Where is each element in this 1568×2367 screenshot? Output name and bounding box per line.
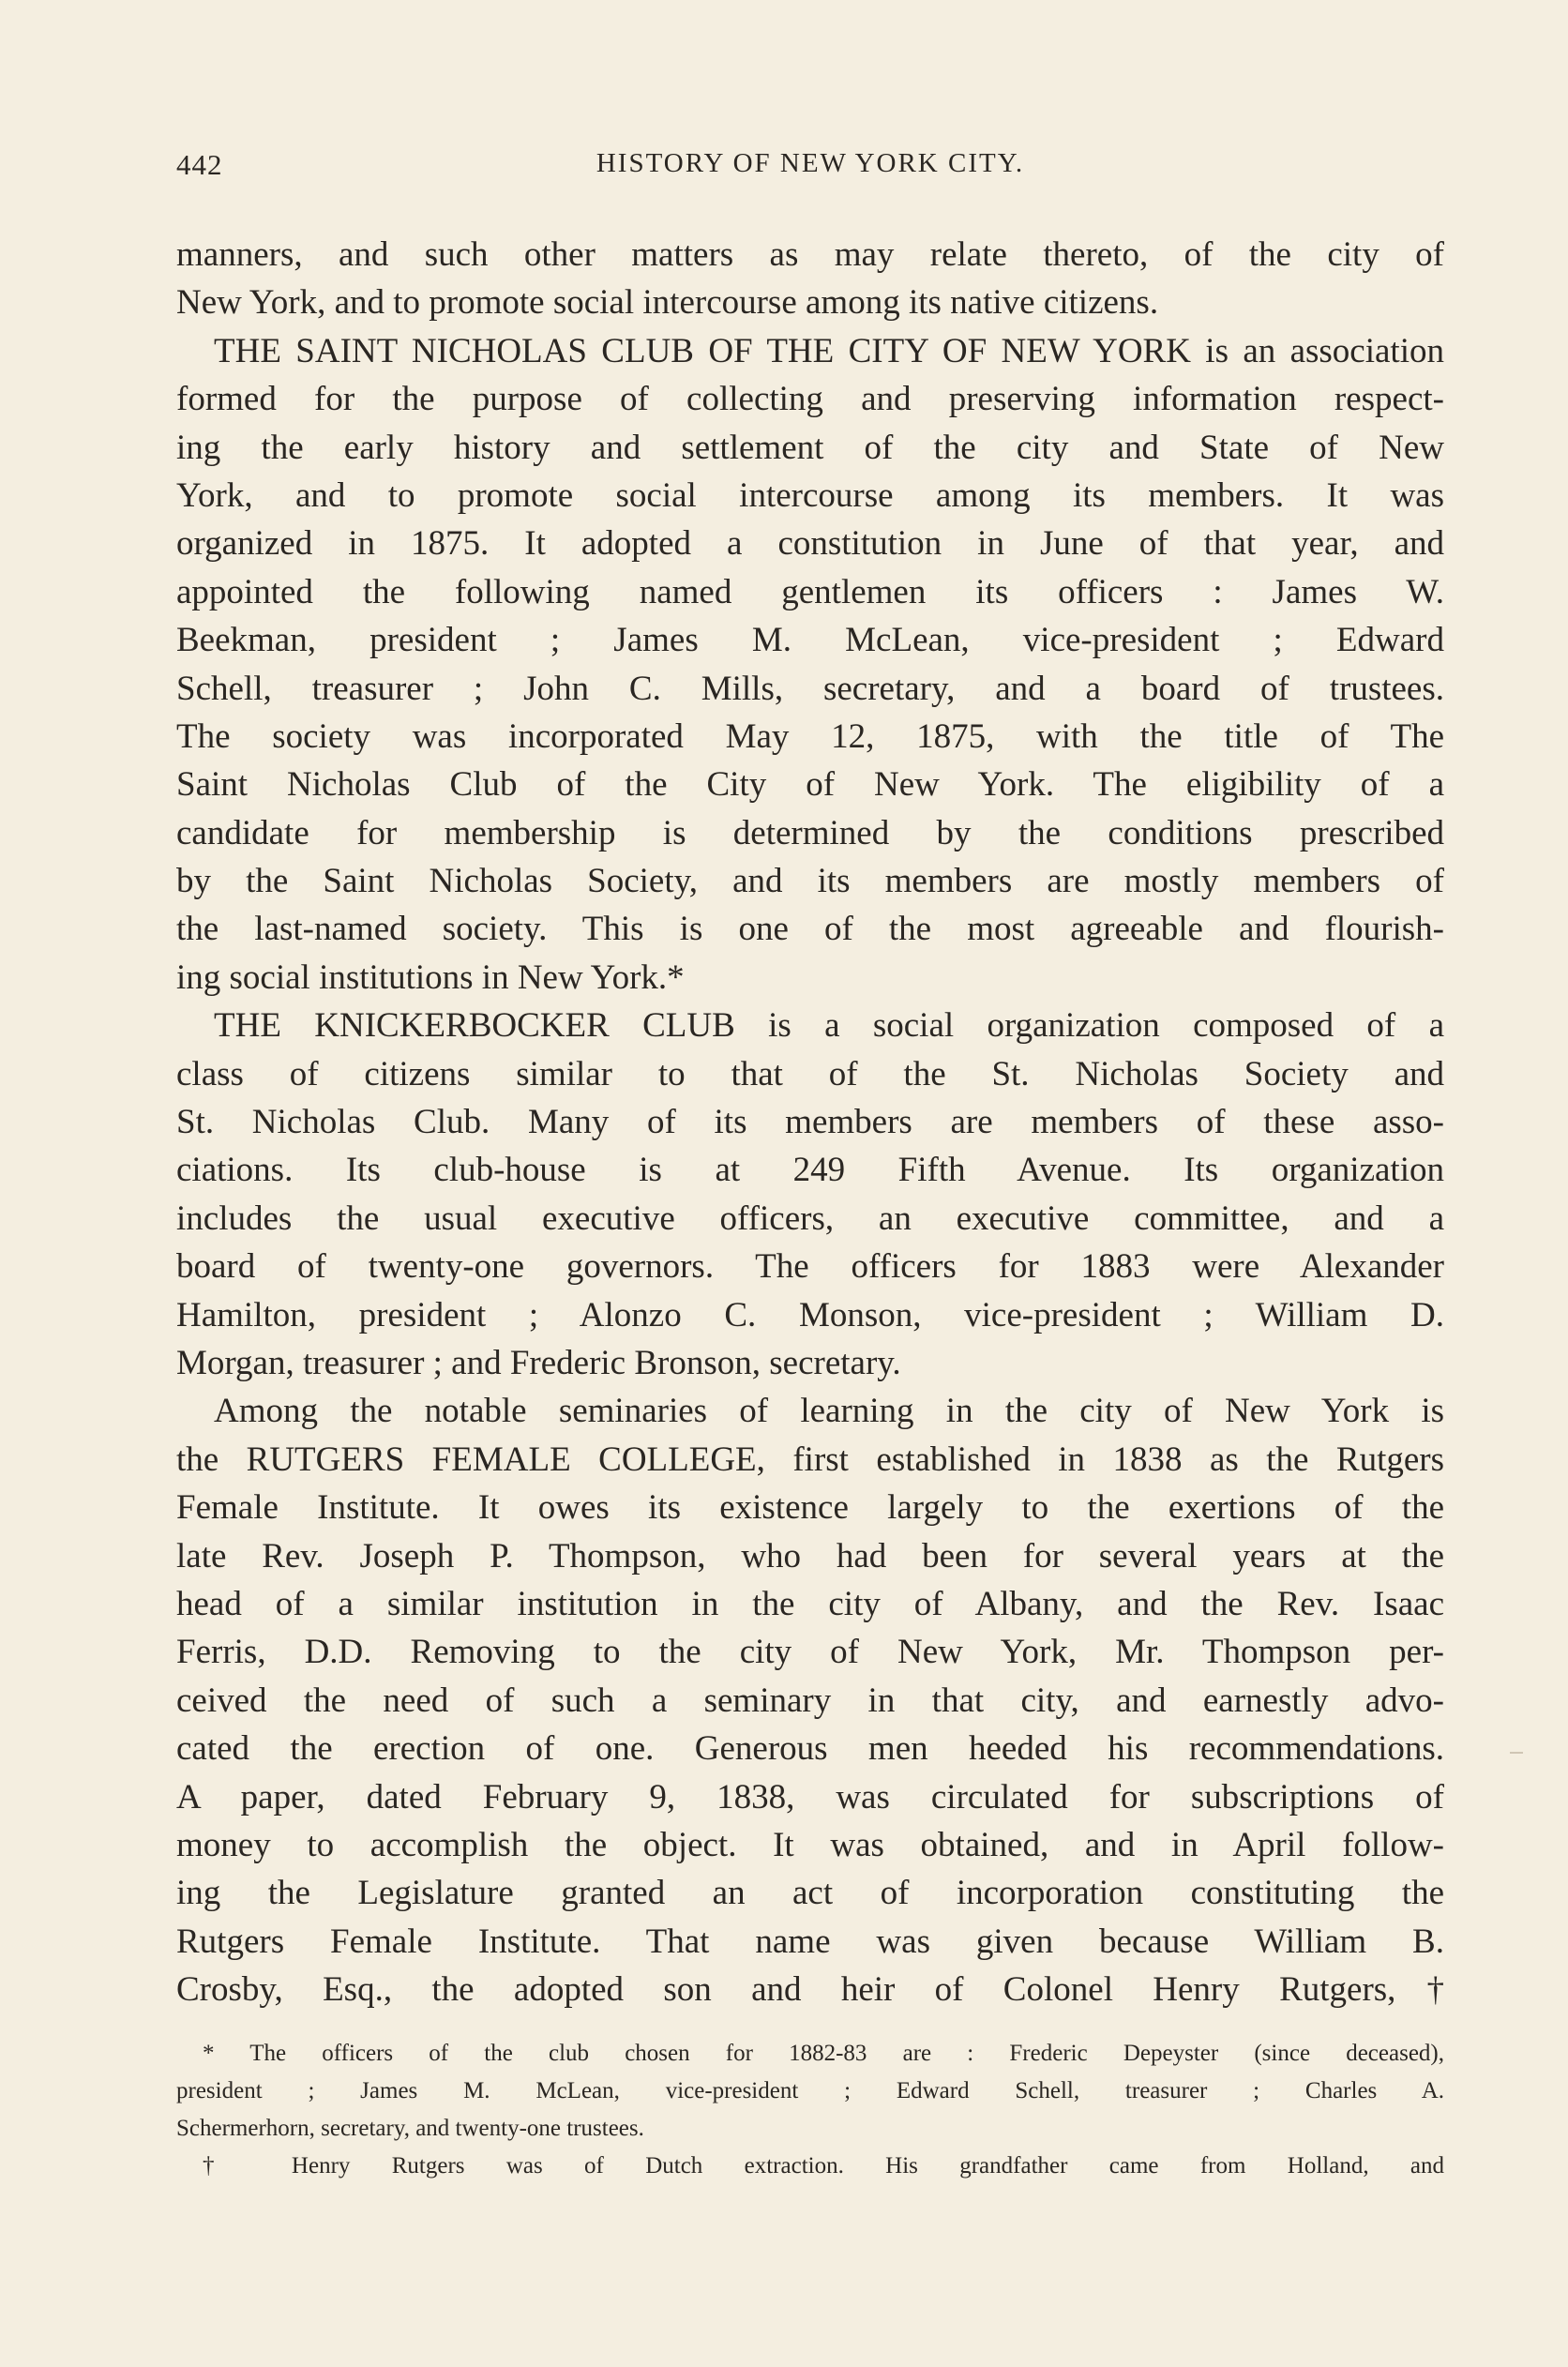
footnotes — [176, 2035, 1444, 2185]
body-line: the last-named society. This is one of the most agreeable and flourish- — [176, 910, 1444, 949]
body-line: Beekman, president ; James M. McLean, vice-president ; Edward — [176, 621, 1444, 660]
body-line: formed for the purpose of collecting and preserving information respect- — [176, 380, 1444, 419]
body-line: Female Institute. It owes its existence largely to the exertions of the — [176, 1488, 1444, 1528]
body-line: class of citizens similar to that of the St. Nicholas Society and — [176, 1054, 1444, 1093]
body-line: by the Saint Nicholas Society, and its members are mostly members of — [176, 862, 1444, 901]
body-line: ing social institutions in New York.* — [176, 957, 685, 997]
body-line: manners, and such other matters as may relate thereto, of the city of — [176, 235, 1444, 274]
body-line: Crosby, Esq., the adopted son and heir of Colonel Henry Rutgers,† — [176, 1970, 1444, 2010]
body-line: includes the usual executive officers, an executive committee, and a — [176, 1199, 1444, 1238]
body-line: A paper, dated February 9, 1838, was circulated for subscriptions of — [176, 1777, 1444, 1817]
body-text — [176, 231, 1444, 2013]
footnote-line: president ; James M. McLean, vice-president ; Edward Schell, treasurer ; Charles A. — [176, 2078, 1444, 2103]
body-line: candidate for membership is determined by the conditions prescribed — [176, 813, 1444, 852]
body-line: cated the erection of one. Generous men heeded his recommendations. — [176, 1729, 1444, 1769]
page-number: 442 — [176, 148, 223, 181]
page-header — [176, 148, 1444, 193]
body-line: money to accomplish the object. It was obtained, and in April follow- — [176, 1825, 1444, 1864]
body-line: Among the notable seminaries of learning in the city of New York is — [214, 1392, 1444, 1431]
body-line: organized in 1875. It adopted a constitution in June of that year, and — [176, 524, 1444, 564]
body-line: St. Nicholas Club. Many of its members are members of these asso- — [176, 1103, 1444, 1142]
body-line: New York, and to promote social intercourse among its native citizens. — [176, 283, 1159, 323]
body-line: Rutgers Female Institute. That name was given because William B. — [176, 1922, 1444, 1961]
body-line: Hamilton, president ; Alonzo C. Monson, vice-president ; William D. — [176, 1295, 1444, 1334]
running-title: HISTORY OF NEW YORK CITY. — [596, 148, 1025, 178]
margin-mark — [1510, 1752, 1523, 1754]
body-line: appointed the following named gentlemen its officers : James W. — [176, 572, 1444, 611]
body-line: Schell, treasurer ; John C. Mills, secretary, and a board of trustees. — [176, 669, 1444, 708]
body-line: THE SAINT NICHOLAS CLUB OF THE CITY OF NEW YORK is an association — [214, 331, 1444, 370]
body-line: The society was incorporated May 12, 1875, with the title of The — [176, 716, 1444, 756]
body-line: ing the Legislature granted an act of incorporation constituting the — [176, 1874, 1444, 1913]
body-line: Saint Nicholas Club of the City of New York. The eligibility of a — [176, 765, 1444, 805]
body-line: ceived the need of such a seminary in that city, and earnestly advo- — [176, 1681, 1444, 1720]
body-line: THE KNICKERBOCKER CLUB is a social organization composed of a — [214, 1006, 1444, 1046]
body-line: head of a similar institution in the city of Albany, and the Rev. Isaac — [176, 1584, 1444, 1623]
body-line: ing the early history and settlement of the city and State of New — [176, 428, 1444, 467]
footnote-line: * The officers of the club chosen for 1882-83 are : Frederic Depeyster (since deceased), — [203, 2041, 1444, 2066]
body-line: board of twenty-one governors. The officers for 1883 were Alexander — [176, 1247, 1444, 1287]
footnote-line: Schermerhorn, secretary, and twenty-one trustees. — [176, 2116, 644, 2141]
body-line: late Rev. Joseph P. Thompson, who had been for several years at the — [176, 1536, 1444, 1575]
body-line: Morgan, treasurer ; and Frederic Bronson, secretary. — [176, 1343, 901, 1382]
body-line: the RUTGERS FEMALE COLLEGE, first established in 1838 as the Rutgers — [176, 1440, 1444, 1479]
footnote-line: † Henry Rutgers was of Dutch extraction. His grandfather came from Holland, and — [203, 2153, 1444, 2179]
body-line: ciations. Its club-house is at 249 Fifth Avenue. Its organization — [176, 1151, 1444, 1190]
body-line: Ferris, D.D. Removing to the city of New York, Mr. Thompson per- — [176, 1633, 1444, 1672]
body-line: York, and to promote social intercourse among its members. It was — [176, 475, 1444, 515]
